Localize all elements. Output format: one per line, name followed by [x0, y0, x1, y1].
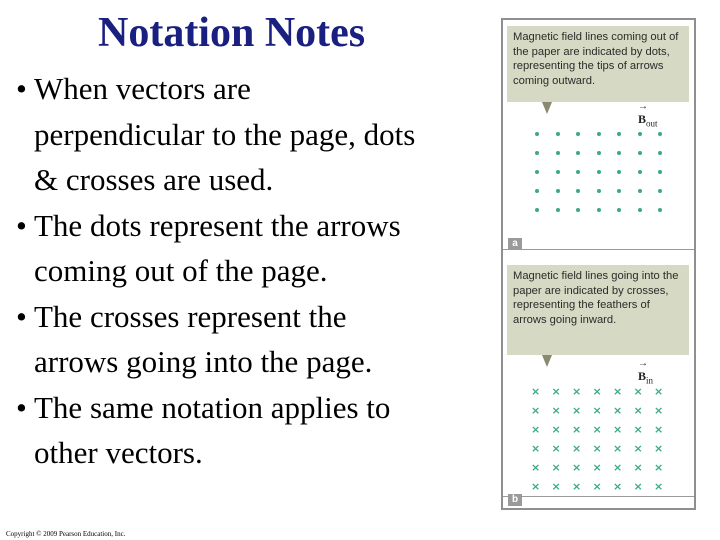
field-cross-icon: × [592, 423, 602, 436]
field-cross-icon: × [633, 404, 643, 417]
field-cross-icon: × [531, 423, 541, 436]
field-cross-icon: × [531, 480, 541, 493]
field-dot-icon [617, 151, 621, 155]
panel-divider [503, 249, 694, 250]
panel-tag-a: a [508, 238, 522, 250]
bullet-line: The crosses represent the [34, 298, 347, 334]
bullet-line: perpendicular to the page, dots [34, 116, 416, 152]
field-cross-icon: × [531, 404, 541, 417]
field-dot-icon [576, 170, 580, 174]
field-dot-icon [658, 208, 662, 212]
field-dot-icon [597, 189, 601, 193]
field-cross-icon: × [633, 423, 643, 436]
field-dot-icon [658, 151, 662, 155]
field-dot-icon [535, 189, 539, 193]
field-dot-icon [597, 132, 601, 136]
field-dot-icon [556, 208, 560, 212]
bullet-line: The same notation applies to [34, 389, 391, 425]
field-cross-icon: × [633, 461, 643, 474]
field-cross-icon: × [572, 423, 582, 436]
field-cross-icon: × [654, 480, 664, 493]
field-cross-icon: × [531, 442, 541, 455]
field-cross-icon: × [613, 442, 623, 455]
field-dot-icon [597, 208, 601, 212]
bullet-line: When vectors are [34, 71, 251, 106]
field-dot-icon [597, 151, 601, 155]
field-dot-icon [658, 170, 662, 174]
field-cross-icon: × [592, 404, 602, 417]
field-cross-icon: × [633, 385, 643, 398]
field-dot-icon [576, 189, 580, 193]
field-cross-icon: × [551, 461, 561, 474]
field-dot-icon [617, 189, 621, 193]
copyright-notice: Copyright © 2009 Pearson Education, Inc. [6, 530, 126, 538]
field-cross-icon: × [633, 480, 643, 493]
field-cross-icon: × [654, 385, 664, 398]
field-label-in [638, 369, 653, 385]
field-cross-icon: × [592, 480, 602, 493]
vector-subscript: in [646, 375, 654, 386]
field-dot-icon [597, 170, 601, 174]
bullet-item-4 [16, 385, 486, 476]
field-cross-icon: × [633, 442, 643, 455]
bullet-dot: • [16, 389, 27, 425]
vector-symbol: → B [638, 369, 646, 383]
bullet-dot: • [16, 207, 27, 243]
field-cross-icon: × [572, 442, 582, 455]
field-cross-icon: × [572, 480, 582, 493]
field-dot-icon [638, 208, 642, 212]
field-cross-icon: × [613, 404, 623, 417]
panel-divider [503, 496, 694, 497]
bullet-line: arrows going into the page. [34, 344, 373, 379]
field-cross-icon: × [572, 461, 582, 474]
panel-tag-b: b [508, 494, 522, 506]
field-cross-icon: × [592, 385, 602, 398]
field-cross-icon: × [654, 442, 664, 455]
bullet-dot: • [16, 298, 27, 334]
callout-into-page: Magnetic field lines going into the paper are indicated by crosses, representing the feathers of arrows going inward. [507, 265, 689, 355]
field-cross-icon: × [531, 461, 541, 474]
field-cross-icon: × [551, 385, 561, 398]
field-dot-icon [638, 189, 642, 193]
bullet-line: The dots represent the arrows [34, 207, 401, 243]
field-dot-icon [576, 208, 580, 212]
field-cross-icon: × [654, 423, 664, 436]
field-dot-icon [617, 132, 621, 136]
bullet-line: other vectors. [34, 435, 203, 470]
field-dot-icon [638, 151, 642, 155]
field-dot-icon [556, 170, 560, 174]
field-cross-icon: × [613, 461, 623, 474]
field-dot-icon [556, 132, 560, 136]
field-cross-icon: × [613, 385, 623, 398]
bullet-list [16, 66, 486, 476]
field-cross-icon: × [613, 423, 623, 436]
field-dot-icon [617, 170, 621, 174]
callout-pointer-icon [542, 102, 552, 114]
bullet-dot: • [16, 71, 27, 106]
field-cross-icon: × [551, 404, 561, 417]
field-cross-icon: × [531, 385, 541, 398]
callout-out-of-page: Magnetic field lines coming out of the paper are indicated by dots, representing the tips of arrows coming outward. [507, 26, 689, 102]
field-dot-icon [638, 170, 642, 174]
field-cross-icon: × [551, 423, 561, 436]
field-label-out [638, 112, 658, 128]
magnetic-field-figure [501, 18, 696, 510]
bullet-item-3 [16, 294, 486, 385]
field-cross-icon: × [551, 442, 561, 455]
field-cross-icon: × [572, 404, 582, 417]
vector-subscript: out [646, 118, 658, 129]
field-dot-icon [556, 189, 560, 193]
field-dot-icon [535, 132, 539, 136]
field-dot-icon [658, 189, 662, 193]
vector-symbol: → B [638, 112, 646, 126]
field-dot-icon [658, 132, 662, 136]
field-dot-icon [638, 132, 642, 136]
callout-pointer-icon [542, 355, 552, 367]
field-cross-icon: × [592, 461, 602, 474]
field-dot-icon [576, 151, 580, 155]
field-cross-icon: × [551, 480, 561, 493]
field-dot-icon [535, 170, 539, 174]
field-cross-icon: × [613, 480, 623, 493]
field-dot-icon [617, 208, 621, 212]
field-cross-icon: × [592, 442, 602, 455]
bullet-item-1 [16, 66, 486, 203]
field-dot-icon [576, 132, 580, 136]
slide-title: Notation Notes [98, 10, 366, 56]
bullet-item-2 [16, 203, 486, 294]
field-dot-icon [535, 151, 539, 155]
field-dot-icon [535, 208, 539, 212]
field-cross-icon: × [654, 404, 664, 417]
field-cross-icon: × [654, 461, 664, 474]
field-dot-icon [556, 151, 560, 155]
bullet-line: coming out of the page. [34, 253, 328, 288]
bullet-line: & crosses are used. [34, 162, 274, 197]
field-cross-icon: × [572, 385, 582, 398]
